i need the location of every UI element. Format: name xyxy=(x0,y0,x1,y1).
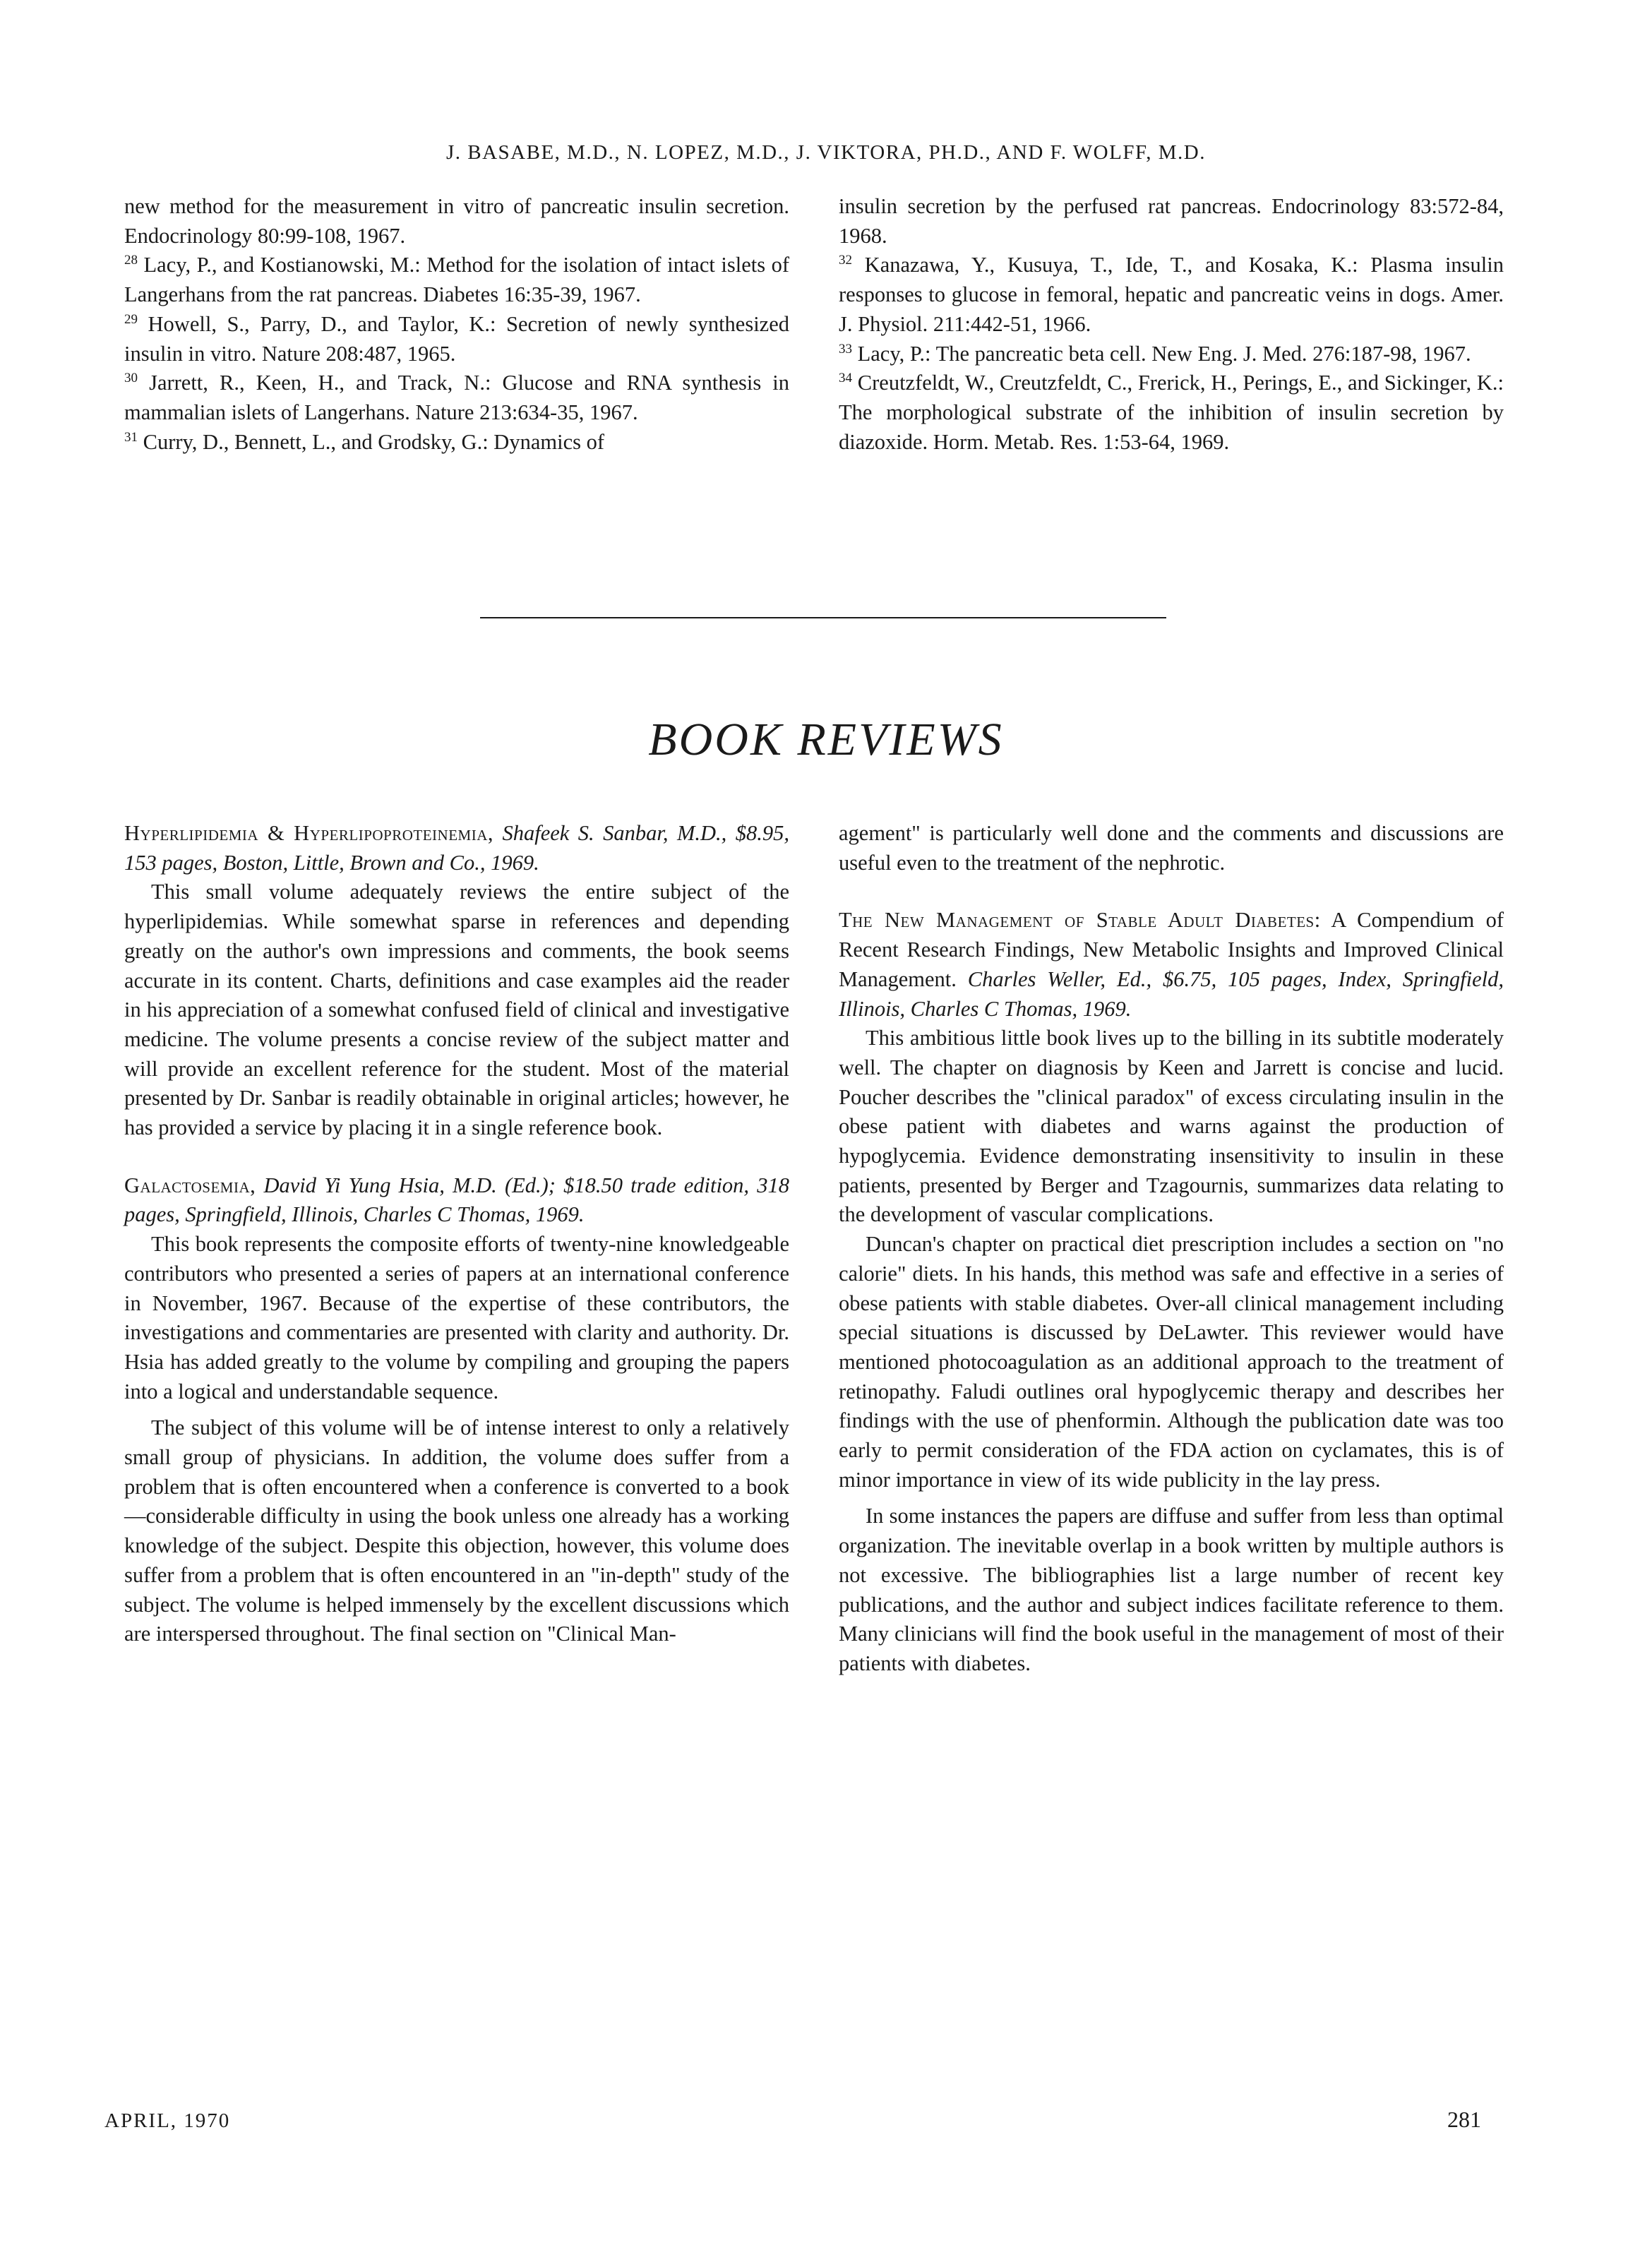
review-heading xyxy=(839,906,1504,1024)
spacer xyxy=(124,1143,789,1171)
running-header: J. BASABE, M.D., N. LOPEZ, M.D., J. VIKTORA, PH.D., AND F. WOLFF, M.D. xyxy=(445,141,1206,164)
reference-text: Curry, D., Bennett, L., and Grodsky, G.: Dynamics of xyxy=(143,429,605,454)
reference-item xyxy=(124,310,789,369)
review-body: The subject of this volume will be of intense interest to only a relatively small group of physicians. In addition, the volume does suffer from a problem that is often encountered when a conference is converted to a book—considerable difficulty in using the book unless one already has a working knowledge of the subject. Despite this objection, however, this volume does suffer from a problem that is often encountered in an "in-depth" study of the subject. The volume is helped immensely by the excellent discussions which are interspersed throughout. The final section on "Clinical Man- xyxy=(124,1415,789,1646)
references-right-column xyxy=(839,192,1504,457)
references-left-column xyxy=(124,192,789,457)
reference-number: 30 xyxy=(124,371,138,386)
review-title: The New Management of Stable Adult Diabetes: xyxy=(839,908,1321,933)
reference-item xyxy=(839,369,1504,457)
review-title: Galactosemia, xyxy=(124,1173,256,1197)
spacer xyxy=(839,1495,1504,1502)
reference-text: Kanazawa, Y., Kusuya, T., Ide, T., and Kosaka, K.: Plasma insulin responses to glucose in femoral, hepatic and pancreatic veins in dogs. Amer. J. Physiol. 211:442-51, 1966. xyxy=(839,253,1504,336)
spacer xyxy=(839,878,1504,906)
review-body: Duncan's chapter on practical diet prescription includes a section on "no calorie" diets. In his hands, this method was safe and effective in a series of obese patients with stable diabetes. Over-all clinical management including special situations is discussed by DeLawter. This reviewer would have mentioned photocoagulation as an additional approach to the treatment of retinopathy. Faludi outlines oral hypoglycemic therapy and describes her findings with the use of phenformin. Although the publication date was too early to permit consideration of the FDA action on cyclamates, this is of minor importance in view of its wide publicity in the lay press. xyxy=(839,1232,1504,1492)
page-number: 281 xyxy=(1447,2107,1481,2132)
reference-item xyxy=(124,251,789,309)
reference-number: 29 xyxy=(124,311,138,327)
reference-continuation: new method for the measurement in vitro of pancreatic insulin secretion. Endocrinology 80:99-108, 1967. xyxy=(124,194,789,248)
review-body: This small volume adequately reviews the entire subject of the hyperlipidemias. While somewhat sparse in references and depending greatly on the author's own impressions and comments, the book seems accurate in its content. Charts, definitions and case examples aid the reader in his appreciation of a somewhat confused field of clinical and investigative medicine. The volume presents a concise review of the subject matter and will provide an excellent reference for the student. Most of the material presented by Dr. Sanbar is readily obtainable in original articles; however, he has provided a service by placing it in a single reference book. xyxy=(124,880,789,1140)
reference-text: Howell, S., Parry, D., and Taylor, K.: Secretion of newly synthesized insulin in vitro. Nature 208:487, 1965. xyxy=(124,311,790,366)
section-divider xyxy=(480,617,1166,618)
review-body-continuation: agement" is particularly well done and the comments and discussions are useful even to the treatment of the nephrotic. xyxy=(839,821,1504,875)
reviews-right-column xyxy=(839,819,1504,1679)
review-body: In some instances the papers are diffuse and suffer from less than optimal organization. The inevitable overlap in a book written by multiple authors is not excessive. The bibliographies list a large number of recent key publications, and the author and subject indices facilitate reference to them. Many clinicians will find the book useful in the management of most of their patients with diabetes. xyxy=(839,1504,1504,1675)
review-heading xyxy=(124,819,789,878)
reference-text: Jarrett, R., Keen, H., and Track, N.: Glucose and RNA synthesis in mammalian islets of Langerhans. Nature 213:634-35, 1967. xyxy=(124,371,790,424)
reference-number: 34 xyxy=(839,371,852,386)
reference-number: 28 xyxy=(124,253,138,268)
review-citation: Shafeek S. Sanbar, M.D., $8.95, 153 pages, Boston, Little, Brown and Co., 1969. xyxy=(124,821,789,875)
reference-text: Creutzfeldt, W., Creutzfeldt, C., Frerick, H., Perings, E., and Sickinger, K.: The morphological substrate of the inhibition of insulin secretion by diazoxide. Horm. Metab. Res. 1:53-64, 1969. xyxy=(839,371,1504,454)
review-body: This book represents the composite efforts of twenty-nine knowledgeable contributors who presented a series of papers at an international conference in November, 1967. Because of the expertise of these contributors, the investigations and commentaries are presented with clarity and authority. Dr. Hsia has added greatly to the volume by compiling and grouping the papers into a logical and understandable sequence. xyxy=(124,1232,789,1403)
reference-item xyxy=(124,428,789,457)
footer-date: APRIL, 1970 xyxy=(104,2109,231,2132)
reference-continuation: insulin secretion by the perfused rat pancreas. Endocrinology 83:572-84, 1968. xyxy=(839,194,1504,248)
review-subtitle: A Compendium of Recent Research Findings, New Metabolic Insights and Improved Clinical Management. xyxy=(839,908,1504,991)
review-heading xyxy=(124,1171,789,1230)
review-title: Hyperlipidemia & Hyperlipoproteinemia, xyxy=(124,821,494,845)
section-title: BOOK REVIEWS xyxy=(648,714,1004,765)
reference-number: 33 xyxy=(839,341,852,357)
review-body: This ambitious little book lives up to the billing in its subtitle moderately well. The chapter on diagnosis by Keen and Jarrett is concise and lucid. Poucher describes the "clinical paradox" of excess circulating insulin in the obese patient with diabetes and warns against the production of hypoglycemia. Evidence demonstrating insensitivity to insulin in these patients, presented by Berger and Tzagournis, summarizes data relating to the development of vascular complications. xyxy=(839,1026,1504,1227)
reference-text: Lacy, P., and Kostianowski, M.: Method for the isolation of intact islets of Langerhans from the rat pancreas. Diabetes 16:35-39, 1967. xyxy=(124,253,790,307)
review-citation: Charles Weller, Ed., $6.75, 105 pages, Index, Springfield, Illinois, Charles C Thomas, 1969. xyxy=(839,966,1504,1021)
reference-number: 31 xyxy=(124,429,138,445)
review-citation: David Yi Yung Hsia, M.D. (Ed.); $18.50 trade edition, 318 pages, Springfield, Illinois, Charles C Thomas, 1969. xyxy=(124,1173,789,1227)
spacer xyxy=(124,1406,789,1413)
reference-item xyxy=(124,369,789,427)
reference-number: 32 xyxy=(839,253,852,268)
reviews-left-column xyxy=(124,819,789,1649)
reference-item xyxy=(839,340,1504,369)
reference-item xyxy=(839,251,1504,339)
reference-text: Lacy, P.: The pancreatic beta cell. New Eng. J. Med. 276:187-98, 1967. xyxy=(857,341,1471,366)
